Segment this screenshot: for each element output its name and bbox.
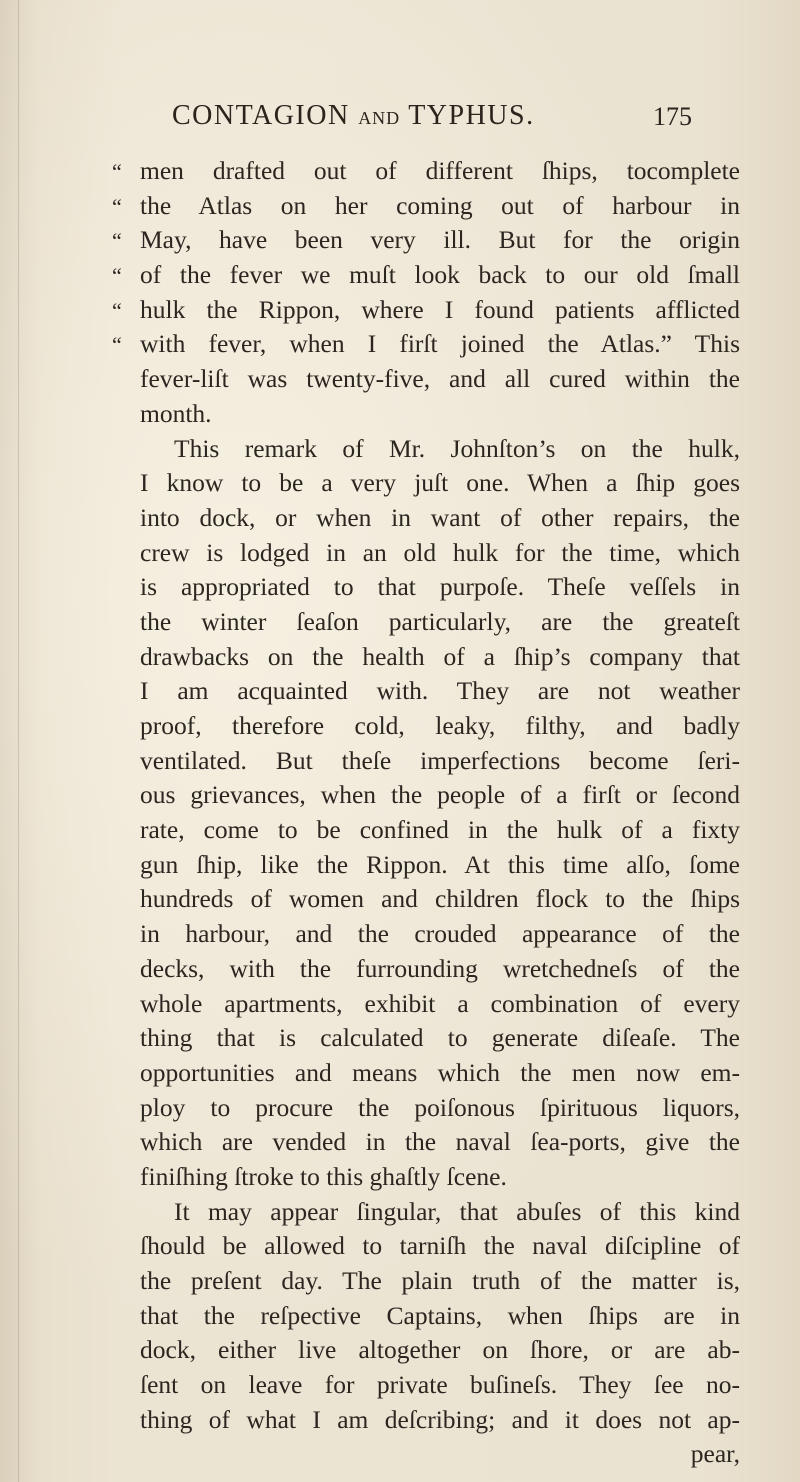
text-line: [140, 1021, 740, 1056]
line-text: crew is lodged in an old hulk for the time, which: [140, 537, 740, 567]
line-text: month.: [140, 398, 212, 428]
line-text: the winter ſeaſon particularly, are the greateſt: [140, 606, 740, 636]
text-line: [140, 1264, 740, 1299]
line-text: gun ſhip, like the Rippon. At this time alſo, ſome: [140, 849, 740, 879]
text-line: [140, 1229, 740, 1264]
text-line: [140, 778, 740, 813]
text-line: [140, 640, 740, 675]
line-text: finiſhing ſtroke to this ghaſtly ſcene.: [140, 1161, 507, 1191]
text-line: [140, 882, 740, 917]
body-text: [112, 154, 740, 1472]
text-line: [112, 258, 740, 293]
title-and: AND: [358, 108, 401, 128]
line-text: This remark of Mr. Johnſton’s on the hulk,: [174, 433, 740, 463]
line-text: proof, therefore cold, leaky, filthy, and badly: [140, 711, 740, 740]
line-text: men drafted out of different ſhips, tocomplete: [140, 156, 740, 185]
line-text: dock, either live altogether on ſhore, or are ab-: [140, 1335, 740, 1365]
text-line: [140, 397, 740, 432]
text-line: [140, 1368, 740, 1403]
line-text: with fever, when I firſt joined the Atlas.” This: [140, 329, 740, 359]
quote-mark: “: [112, 228, 122, 254]
line-text: which are vended in the naval ſea-ports, give the: [140, 1127, 740, 1157]
text-line: [112, 154, 740, 189]
text-line: [140, 1333, 740, 1368]
text-line: [140, 1195, 740, 1230]
line-text: I am acquainted with. They are not weather: [140, 676, 740, 706]
text-line: [140, 1299, 740, 1334]
line-text: rate, come to be confined in the hulk of a fixty: [140, 815, 740, 845]
text-line: [140, 362, 740, 397]
line-text: the preſent day. The plain truth of the matter is,: [140, 1266, 740, 1295]
line-text: drawbacks on the health of a ſhip’s company that: [140, 641, 740, 671]
page-number: 175: [653, 102, 692, 131]
line-text: opportunities and means which the men now em-: [140, 1057, 740, 1087]
quote-mark: “: [112, 297, 122, 323]
running-head: [0, 100, 800, 144]
text-line: [140, 709, 740, 744]
text-line: [140, 1437, 740, 1472]
line-text: ſent on leave for private buſineſs. They ſee no-: [140, 1370, 740, 1400]
text-line: [112, 189, 740, 224]
line-text: thing of what I am deſcribing; and it does not ap-: [140, 1404, 740, 1434]
text-line: [140, 432, 740, 467]
text-line: [140, 466, 740, 501]
text-line: [140, 987, 740, 1022]
text-line: [140, 848, 740, 883]
line-text: into dock, or when in want of other repairs, the: [140, 502, 740, 532]
line-text: is appropriated to that purpoſe. Theſe veſſels in: [140, 572, 740, 602]
title-part1: CONTAGION: [172, 100, 350, 131]
line-text: in harbour, and the crouded appearance of the: [140, 919, 740, 949]
text-line: [140, 917, 740, 952]
line-text: I know to be a very juſt one. When a ſhip goes: [140, 468, 740, 498]
line-text: hundreds of women and children flock to the ſhips: [140, 884, 740, 914]
line-text: ſhould be allowed to tarniſh the naval diſcipline of: [140, 1231, 740, 1261]
line-text: decks, with the furrounding wretchedneſs of the: [140, 953, 740, 983]
text-line: [140, 570, 740, 605]
line-text: fever-liſt was twenty-five, and all cured within the: [140, 364, 740, 394]
running-head-title: [172, 100, 535, 132]
text-line: [112, 293, 740, 328]
line-text: thing that is calculated to generate diſeaſe. The: [140, 1023, 740, 1053]
text-line: [140, 952, 740, 987]
quote-mark: “: [112, 263, 122, 289]
line-text: ventilated. But theſe imperfections become ſeri-: [140, 745, 740, 775]
title-part2: TYPHUS.: [408, 100, 535, 131]
line-text: May, have been very ill. But for the origin: [140, 225, 740, 255]
line-text: of the fever we muſt look back to our old ſmall: [140, 260, 740, 290]
text-line: [140, 1403, 740, 1438]
text-line: [140, 744, 740, 779]
line-text: hulk the Rippon, where I found patients afflicted: [140, 294, 740, 324]
line-text: ous grievances, when the people of a firſt or ſecond: [140, 780, 740, 810]
text-line: [140, 501, 740, 536]
binding-gutter: [18, 0, 19, 1482]
quote-mark: “: [112, 159, 122, 184]
text-line: [140, 1160, 740, 1195]
text-line: [112, 327, 740, 362]
quote-mark: “: [112, 332, 122, 358]
line-text: the Atlas on her coming out of harbour in: [140, 190, 740, 220]
text-line: [140, 674, 740, 709]
text-line: [140, 1091, 740, 1126]
line-text: pear,: [690, 1439, 740, 1469]
text-line: [140, 1125, 740, 1160]
line-text: that the reſpective Captains, when ſhips are in: [140, 1300, 740, 1330]
text-line: [140, 1056, 740, 1091]
text-line: [112, 223, 740, 258]
line-text: It may appear ſingular, that abuſes of this kind: [174, 1196, 740, 1226]
line-text: whole apartments, exhibit a combination of every: [140, 988, 740, 1018]
text-line: [140, 813, 740, 848]
text-line: [140, 605, 740, 640]
line-text: ploy to procure the poiſonous ſpirituous liquors,: [140, 1092, 740, 1122]
text-line: [140, 536, 740, 571]
quote-mark: “: [112, 193, 122, 219]
